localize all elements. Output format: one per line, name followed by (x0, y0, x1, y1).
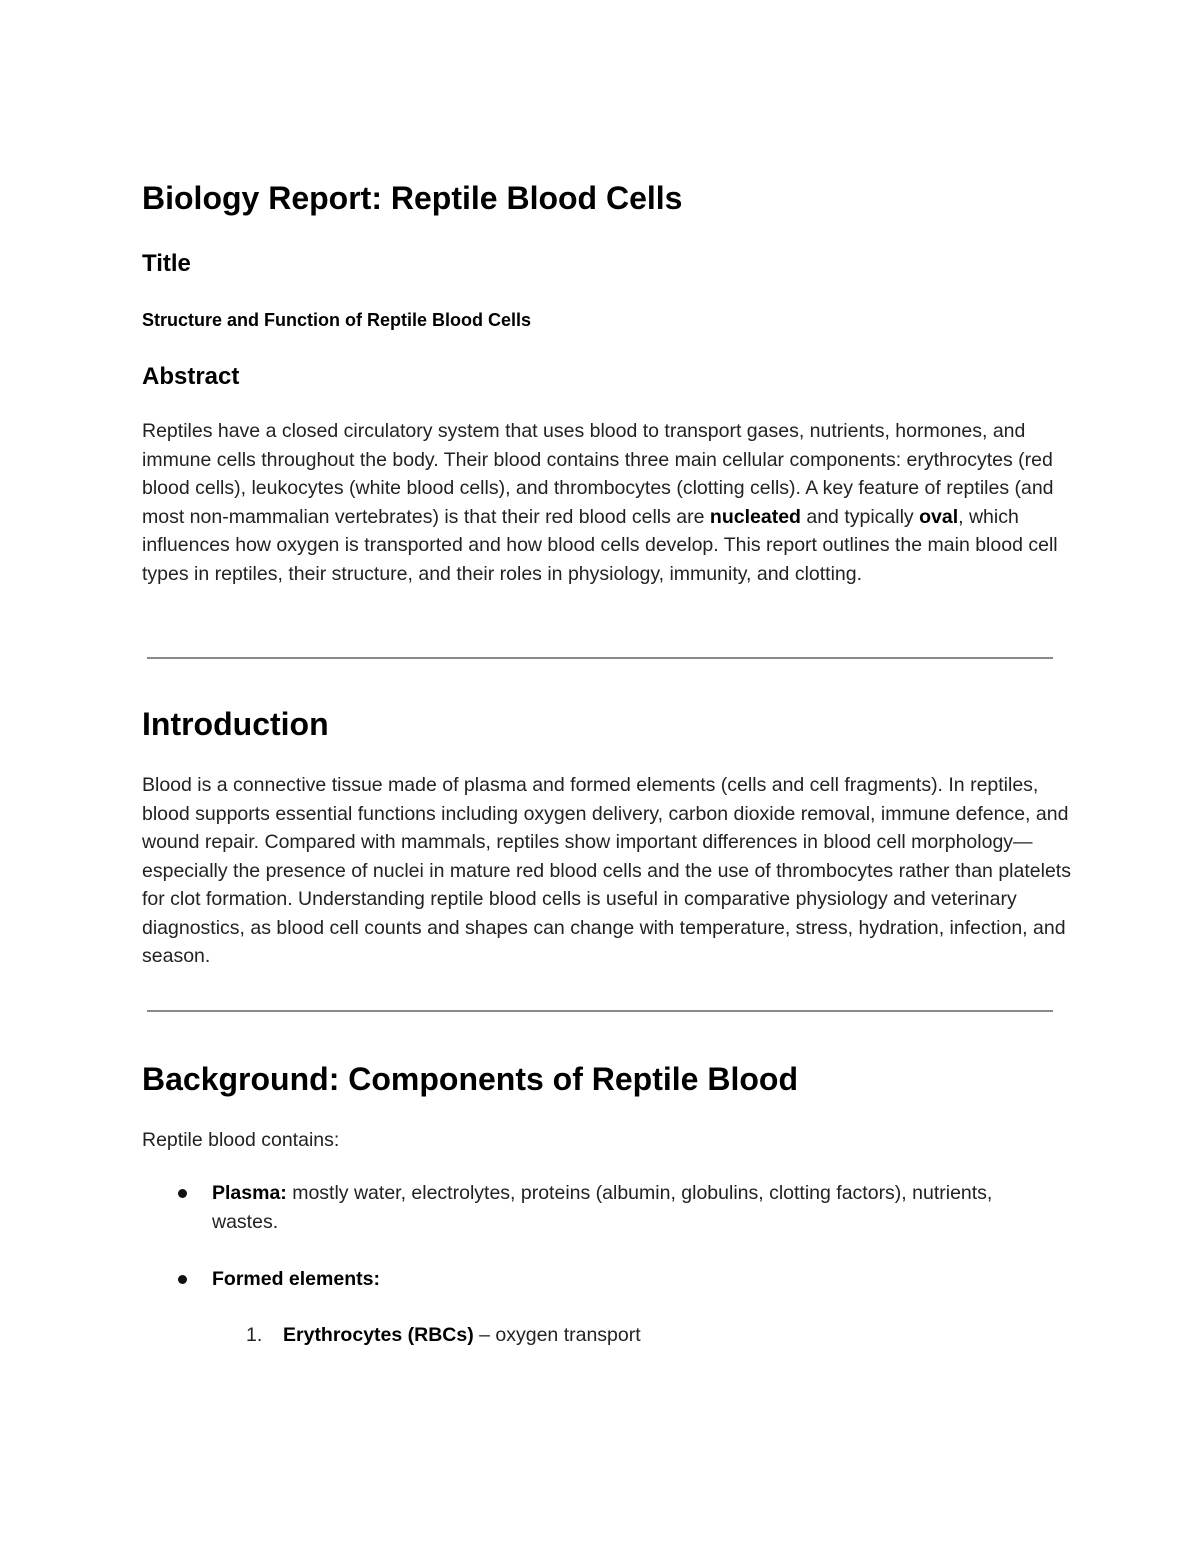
numbered-item-number: 1. (246, 1324, 263, 1346)
bullet-dot (178, 1275, 187, 1284)
section-divider (147, 1010, 1053, 1012)
introduction-heading: Introduction (142, 706, 329, 742)
title-heading: Title (142, 250, 191, 277)
abstract-bold-nucleated: nucleated (709, 505, 801, 528)
list-item-label: Plasma: (212, 1182, 287, 1204)
list-item-text: mostly water, electrolytes, proteins (albumin, globulins, clotting factors), nutrients, wastes. (212, 1182, 993, 1233)
abstract-text-2: and typically (800, 505, 920, 528)
abstract-paragraph (142, 417, 1072, 588)
introduction-paragraph: Blood is a connective tissue made of plasma and formed elements (cells and cell fragments). In reptiles, blood supports essential functions including oxygen delivery, carbon dioxide removal, immune defence, and wound repair. Compared with mammals, reptiles show important differences in blood cell morphology—especially the presence of nuclei in mature red blood cells and the use of thrombocytes rather than platelets for clot formation. Understanding reptile blood cells is useful in comparative physiology and veterinary diagnostics, as blood cell counts and shapes can change with temperature, stress, hydration, infection, and season. (142, 774, 1071, 967)
list-item-plasma (212, 1179, 1012, 1236)
abstract-text-3: , which influences how oxygen is transported and how blood cells develop. This report outlines the main blood cell types in reptiles, their structure, and their roles in physiology, immunity, and clotting. (142, 505, 1058, 585)
report-subtitle: Structure and Function of Reptile Blood Cells (142, 310, 532, 330)
numbered-item-erythrocytes (283, 1321, 1043, 1350)
bullet-dot (178, 1189, 187, 1198)
background-intro: Reptile blood contains: (142, 1129, 340, 1151)
background-heading: Background: Components of Reptile Blood (142, 1061, 798, 1097)
abstract-bold-oval: oval (919, 505, 959, 528)
list-item-formed-elements (212, 1265, 1012, 1294)
numbered-item-label: Erythrocytes (RBCs) (283, 1324, 474, 1346)
numbered-item-text: – oxygen transport (473, 1324, 641, 1346)
section-divider (147, 657, 1053, 659)
document-title: Biology Report: Reptile Blood Cells (142, 180, 683, 216)
abstract-text-1: Reptiles have a closed circulatory system that uses blood to transport gases, nutrients, hormones, and immune cells throughout the body. Their blood contains three main cellular components: erythrocytes (red blood cells), leukocytes (white blood cells), and thrombocytes (clotting cells). A key feature of reptiles (and most non-mammalian vertebrates) is that their red blood cells are (142, 420, 1054, 528)
abstract-heading: Abstract (142, 363, 240, 390)
list-item-label: Formed elements: (212, 1268, 380, 1290)
